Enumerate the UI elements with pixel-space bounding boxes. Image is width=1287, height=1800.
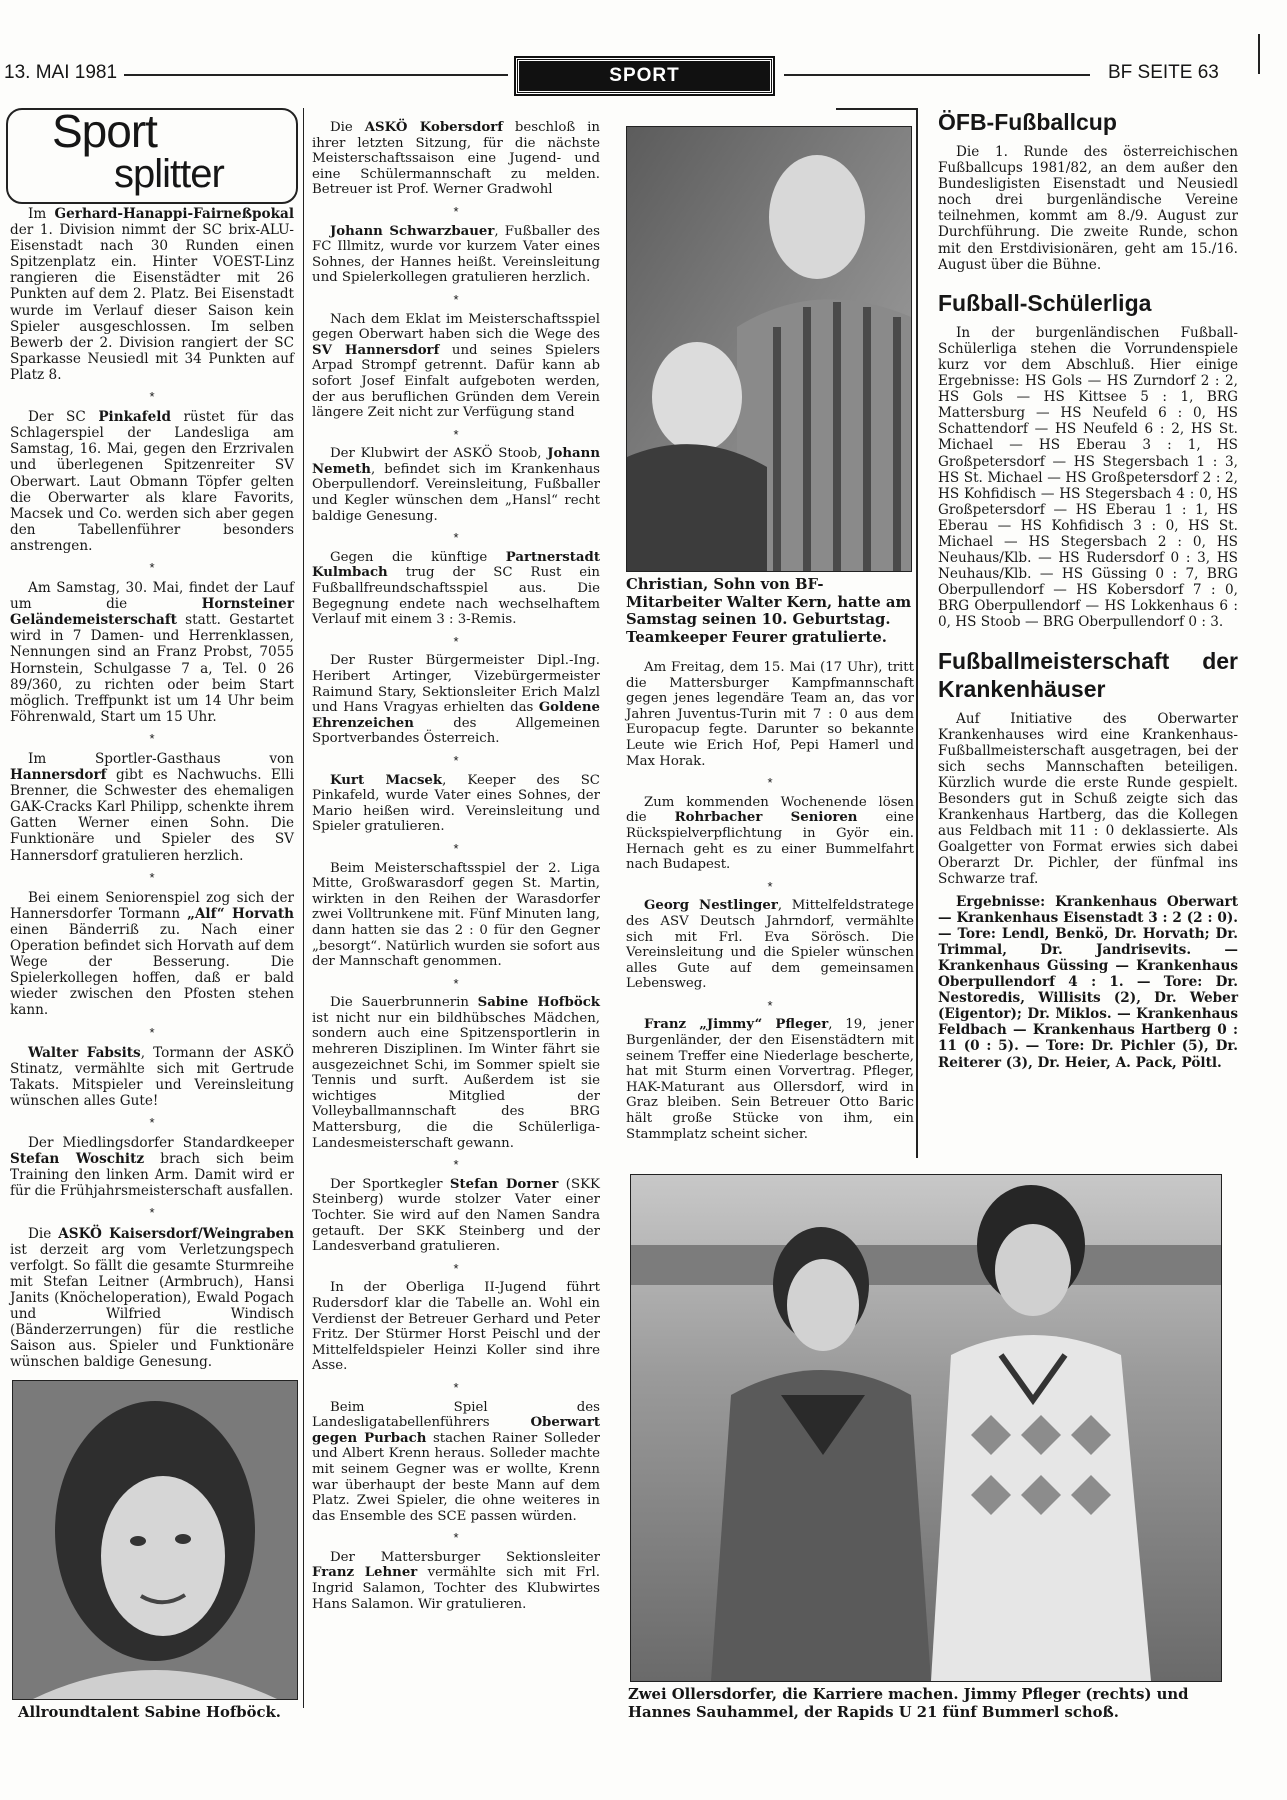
photo-pfleger-sauhammel bbox=[630, 1174, 1222, 1682]
news-text: rüstet für das Schlagerspiel der Landesliga am Samstag, 16. Mai, gegen den Erzrivalen und überlegenen Spitzenreiter SV Oberwart. Laut Obmann Töpfer gelten die Oberwarter als klare Favorits, Macsek und Co. werden sich aber gegen den Tabellenführer besonders anstrengen. bbox=[10, 409, 294, 554]
separator-asterisk: * bbox=[453, 975, 459, 991]
news-item bbox=[10, 751, 294, 864]
news-text: Der Mattersburger Sektionsleiter bbox=[330, 1549, 600, 1565]
news-highlight: SV Hannersdorf bbox=[312, 342, 440, 358]
news-text: Zum kommenden Wochenende lösen die bbox=[626, 794, 914, 826]
news-text: , Tormann der ASKÖ Stinatz, vermählte sich mit Gertrude Takats. Mitspieler und Vereinsleitung wünschen alles Gute! bbox=[10, 1044, 294, 1109]
news-text: ist nicht nur ein bildhübsches Mädchen, sondern auch eine Spitzensportlerin in mehreren Disziplinen. Im Winter fährt sie ausgezeichnet Schi, im Sommer spielt sie Tennis und surft. Außerdem ist sie wichtiges Mitglied der Volleyballmannschaft des BRG Mattersburg, die die Schülerliga-Landesmeisterschaft gewann. bbox=[312, 1010, 600, 1151]
news-text: Die bbox=[330, 120, 365, 135]
news-highlight: ASKÖ Kobersdorf bbox=[364, 120, 503, 135]
news-highlight: ASKÖ Kaisersdorf/Weingraben bbox=[58, 1225, 294, 1242]
separator-asterisk: * bbox=[149, 869, 155, 885]
sportsplitter-subtitle: splitter bbox=[114, 152, 224, 196]
news-item bbox=[312, 312, 600, 421]
news-text: vermählte sich mit Frl. Ingrid Salamon, Tochter des Klubwirtes Hans Salamon. Wir gratulieren. bbox=[312, 1565, 600, 1612]
column-2-notes bbox=[312, 120, 600, 1618]
headline-schuelerliga: Fußball-Schülerliga bbox=[938, 289, 1152, 316]
news-highlight: Partnerstadt Kulmbach bbox=[312, 549, 600, 581]
section-label: SPORT bbox=[516, 58, 773, 94]
column-1-notes bbox=[10, 206, 294, 1376]
photo-sabine-hofboeck bbox=[12, 1380, 298, 1700]
news-item bbox=[312, 1177, 600, 1255]
news-highlight: Georg Nestlinger bbox=[644, 898, 778, 914]
separator-asterisk: * bbox=[453, 1260, 459, 1276]
news-item bbox=[10, 409, 294, 554]
news-text: stachen Rainer Solleder und Albert Krenn heraus. Solleder machte mit seinem Gegner was er wollte, Krenn war überhaupt der beste Mann auf dem Platz. Zwei Spieler, die ohne weiteres in das Ensemble des SCE passen würden. bbox=[312, 1430, 600, 1524]
page-number: BF SEITE 63 bbox=[1108, 62, 1219, 83]
news-highlight: Johann Nemeth bbox=[312, 446, 600, 477]
news-item bbox=[312, 653, 600, 747]
news-highlight: Oberwart gegen Purbach bbox=[312, 1415, 600, 1446]
news-text: Beim Meisterschaftsspiel der 2. Liga Mitte, Großwarasdorf gegen St. Martin, wirkten in den Reihen der Warasdorfer zwei Volltrunkene mit. Fünf Minuten lang, dann hatten sie das 2 : 0 für den Gegner „besorgt“. Natürlich wurden sie sofort aus der Mannschaft genommen. bbox=[312, 860, 600, 970]
header-rule-right bbox=[784, 74, 1090, 76]
caption-sabine: Allroundtalent Sabine Hofböck. bbox=[18, 1704, 281, 1721]
news-item bbox=[10, 580, 294, 725]
news-text: des Allgemeinen Sportverbandes Österreich. bbox=[312, 715, 600, 747]
news-text: Der Ruster Bürgermeister Dipl.-Ing. Heribert Artinger, Vizebürgermeister Raimund Stary, Sektionsleiter Erich Malzl und Hans Vragyas erhielten das bbox=[312, 653, 600, 716]
separator-asterisk: * bbox=[767, 775, 773, 791]
separator-asterisk: * bbox=[453, 291, 459, 307]
article-schuelerliga: In der burgenländischen Fußball-Schülerliga stehen die Vorrundenspiele kurz vor dem Abschluß. Hier einige Ergebnisse: HS Gols — HS Zurndorf 2 : 2, HS Gols — HS Kittsee 5 : 1, BRG Mattersburg — HS Neufeld 6 : 0, HS Schattendorf — HS Neufeld 6 : 2, HS St. Michael — HS Eberau 3 : 1, HS Großpetersdorf — HS Stegersbach 1 : 3, HS St. Michael — HS Großpetersdorf 2 : 2, HS Kohfidisch — HS Stegersbach 4 : 0, HS Großpetersdorf — HS Eberau 1 : 1, HS Eberau — HS Kohfidisch 3 : 0, HS St. Michael — HS Stegersbach 2 : 0, HS Neuhaus/Klb. — HS Rudersdorf 0 : 3, HS Neuhaus/Klb. — HS Güssing 0 : 7, BRG Oberpullendorf — HS Kobersdorf 7 : 0, BRG Oberpullendorf — HS Lokkenhaus 6 : 0, HS Stoob — BRG Oberpullendorf 0 : 3. bbox=[938, 324, 1238, 631]
headline-krankenhaeuser: Fußballmeisterschaft der Krankenhäuser bbox=[938, 647, 1238, 702]
news-text: Der Sportkegler bbox=[330, 1176, 450, 1192]
news-item bbox=[312, 861, 600, 970]
col4-top-rule bbox=[836, 108, 918, 110]
news-item bbox=[312, 1280, 600, 1374]
news-item bbox=[312, 446, 600, 524]
separator-asterisk: * bbox=[453, 203, 459, 219]
separator-asterisk: * bbox=[453, 840, 459, 856]
news-highlight: Pinkafeld bbox=[98, 409, 171, 426]
news-item bbox=[312, 1400, 600, 1525]
news-text: , Mittelfeldstratege des ASV Deutsch Jahrndorf, vermählte sich mit Frl. Eva Sörösch. Die Vereinsleitung und die Spieler wünschen alles Gute auf dem gemeinsamen Lebensweg. bbox=[626, 898, 914, 992]
news-text: brach sich beim Training den linken Arm. Damit wird er für die Frühjahrsmeisterschaft ausfallen. bbox=[10, 1151, 295, 1200]
separator-asterisk: * bbox=[453, 426, 459, 442]
news-text: der 1. Division nimmt der SC brix-ALU-Eisenstadt nach 30 Runden einen Spitzenplatz ein. Hinter VOEST-Linz rangieren die Eisenstädter mit 26 Punkten auf dem 2. Platz. Bei Eisenstadt wurde im Verlauf dieser Saison kein Spieler ausgeschlossen. Im selben Bewerb der 2. Division rangiert der SC Sparkasse Neusiedl mit 34 Punkten auf Platz 8. bbox=[10, 222, 294, 383]
news-text: und seines Spielers Arpad Strompf getrennt. Dafür kann ab sofort Josef Einfalt aufgeboten werden, der aus beruflichen Gründen dem Verein längere Zeit nicht zur Verfügung stand bbox=[312, 342, 600, 421]
separator-asterisk: * bbox=[149, 1114, 155, 1130]
separator-asterisk: * bbox=[149, 730, 155, 746]
news-text: einen Bänderriß zu. Nach einer Operation befindet sich Horvath auf dem Wege der Besserung. Die Spielerkollegen hoffen, daß er bald wieder zwischen den Pfosten stehen kann. bbox=[10, 921, 294, 1019]
news-text: Der Klubwirt der ASKÖ Stoob, bbox=[330, 446, 548, 462]
separator-asterisk: * bbox=[149, 559, 155, 575]
news-item bbox=[626, 795, 914, 873]
news-highlight: Walter Fabsits bbox=[28, 1044, 141, 1061]
news-highlight: Rohrbacher Senioren bbox=[674, 810, 858, 826]
caption-christian: Christian, Sohn von BF-Mitarbeiter Walter Kern, hatte am Samstag seinen 10. Geburtstag. Teamkeeper Feurer gratulierte. bbox=[626, 576, 912, 646]
news-text: Beim Spiel des Landesligatabellenführers bbox=[312, 1399, 600, 1431]
news-item bbox=[312, 995, 600, 1151]
news-text: Die Sauerbrunnerin bbox=[330, 995, 478, 1011]
headline-oefb-cup: ÖFB-Fußballcup bbox=[938, 109, 1117, 135]
news-item bbox=[312, 120, 600, 198]
separator-asterisk: * bbox=[453, 530, 459, 546]
news-text: Im bbox=[28, 206, 55, 222]
news-item bbox=[626, 898, 914, 992]
separator-asterisk: * bbox=[767, 997, 773, 1013]
news-text: , Keeper des SC Pinkafeld, wurde Vater eines Sohnes, der Mario heißen wird. Vereinsleitung und Spieler gratulieren. bbox=[312, 772, 600, 835]
separator-asterisk: * bbox=[453, 633, 459, 649]
news-highlight: Sabine Hofböck bbox=[477, 995, 601, 1011]
news-item bbox=[626, 660, 914, 769]
news-text: Gegen die künftige bbox=[330, 549, 506, 565]
news-text: Am Samstag, 30. Mai, findet der Lauf um die bbox=[10, 580, 294, 613]
news-highlight: Hannersdorf bbox=[10, 767, 107, 784]
article-krankenhaeuser: Auf Initiative des Oberwarter Krankenhauses wird eine Krankenhaus-Fußballmeisterschaft ausgetragen, bei der sich sechs Mannschaften beteiligen. Kürzlich wurde die erste Runde gespielt. Besonders gut in Schuß zeigte sich das Krankenhaus Hartberg, das die Kollegen aus Feldbach mit 11 : 0 deklassierte. Als Goalgetter von Format erwies sich dabei Oberarzt Dr. Pichler, der fünfmal ins Schwarze traf. bbox=[938, 710, 1238, 888]
separator-asterisk: * bbox=[453, 1379, 459, 1395]
news-text: Nach dem Eklat im Meisterschaftsspiel gegen Oberwart haben sich die Wege des bbox=[312, 311, 600, 343]
news-text: statt. Gestartet wird in 7 Damen- und Herrenklassen, Nennungen sind an Franz Probst, 7055 Hornstein, Schulgasse 7 a, Tel. 0 26 89/360, zu richten oder beim Start möglich. Treffpunkt ist um 14 Uhr beim Föhrenwald, Start um 15 Uhr. bbox=[10, 612, 294, 725]
column-4 bbox=[938, 108, 1238, 1077]
news-highlight: Stefan Dorner bbox=[449, 1176, 559, 1192]
news-item bbox=[312, 773, 600, 835]
news-text: ist derzeit arg vom Verletzungspech verfolgt. So fällt die gesamte Sturmreihe mit Stefan Leitner (Armbruch), Hansi Janits (Knöcheloperation), Ewald Pogach und Wilfried Windisch (Bänderzerrungen) für die restliche Saison aus. Spieler und Funktionäre wünschen baldige Genesung. bbox=[10, 1241, 294, 1371]
news-item bbox=[10, 206, 294, 383]
news-text: , 19, jener Burgenländer, der den Eisenstädtern mit seinem Treffer eine Niederlage bescherte, hat mit Sturm einen Vorvertrag. Pfleger, HAK-Maturant aus Ollersdorf, wird in Graz bleiben. Sein Betreuer Otto Baric hält große Stücke von ihm, ein Stammplatz scheint sicher. bbox=[626, 1017, 915, 1142]
news-highlight: „Alf“ Horvath bbox=[187, 905, 294, 922]
separator-asterisk: * bbox=[149, 1205, 155, 1221]
news-text: Die bbox=[28, 1225, 59, 1242]
news-highlight: Franz Lehner bbox=[312, 1565, 418, 1581]
column-rule-3 bbox=[916, 108, 918, 1158]
sportsplitter-title: Sport bbox=[52, 105, 157, 157]
news-text: (SKK Steinberg) wurde stolzer Vater einer Tochter. Sie wird auf den Namen Sandra getauft. Der SKK Steinberg und der Landesverband gratulieren. bbox=[312, 1176, 600, 1255]
separator-asterisk: * bbox=[149, 1024, 155, 1040]
news-text: , befindet sich im Krankenhaus Oberpullendorf. Vereinsleitung, Fußballer und Kegler wünschen dem „Hansl“ recht baldige Genesung. bbox=[312, 461, 600, 524]
news-text: beschloß in ihrer letzten Sitzung, für die nächste Meisterschaftssaison eine Jugend- und eine Schülermannschaft zu melden. Betreuer ist Prof. Werner Gradwohl bbox=[312, 120, 600, 198]
issue-date: 13. MAI 1981 bbox=[4, 62, 118, 83]
news-text: Am Freitag, dem 15. Mai (17 Uhr), tritt die Mattersburger Kampfmannschaft gegen jenes legendäre Team an, das vor Jahren Juventus-Turin mit 7 : 0 aus dem Europacup fegte. Darunter so bekannte Leute wie Erich Hof, Pepi Hamerl und Max Horak. bbox=[626, 660, 914, 769]
krankenhaus-results: Ergebnisse: Krankenhaus Oberwart — Krankenhaus Eisenstadt 3 : 2 (2 : 0). — Tore: Lendl, Benkö, Dr. Horvath; Dr. Trimmal, Dr. Jandrisevits. — Krankenhaus Güssing — Krankenhaus Oberpullendorf 4 : 1. — Tore: Dr. Nestoredis, Willisits (2), Dr. Weber (Eigentor); Dr. Miklos. — Krankenhaus Feldbach — Krankenhaus Hartberg 0 : 11 (0 : 5). — Tore: Dr. Pichler (5), Dr. Reiterer (3), Dr. Heier, A. Pack, Pöltl. bbox=[938, 893, 1238, 1071]
news-item bbox=[312, 224, 600, 286]
header-rule-left bbox=[124, 74, 508, 76]
news-text: trug der SC Rust ein Fußballfreundschaftsspiel aus. Die Begegnung endete nach wechselhaftem Verlauf mit einem 3 : 3-Remis. bbox=[312, 565, 600, 628]
news-highlight: Goldene Ehrenzeichen bbox=[312, 700, 600, 731]
article-oefb-cup: Die 1. Runde des österreichischen Fußballcups 1981/82, an dem außer den Bundesligisten Eisenstadt und Neusiedl noch drei burgenländische Vereine teilnehmen, kommt am 8./9. August zur Durchführung. Die zweite Runde, schon mit den Erstdivisionären, geht am 15./16. August über die Bühne. bbox=[938, 144, 1238, 273]
news-text: Der SC bbox=[28, 409, 99, 426]
news-highlight: Johann Schwarzbauer bbox=[330, 223, 495, 239]
news-text: gibt es Nachwuchs. Elli Brenner, die Schwester des ehemaligen GAK-Cracks Karl Philipp, schenkte ihrem Gatten Werner einen Sohn. Die Funktionäre und Spieler des SV Hannersdorf gratulieren herzlich. bbox=[10, 767, 294, 864]
news-text: Im Sportler-Gasthaus von bbox=[28, 751, 294, 767]
news-text: Bei einem Seniorenspiel zog sich der Hannersdorfer Tormann bbox=[10, 889, 294, 922]
news-item bbox=[10, 1045, 294, 1109]
news-item bbox=[10, 890, 294, 1019]
separator-asterisk: * bbox=[453, 1530, 459, 1546]
news-text: eine Rückspielverpflichtung in Györ ein. Hernach geht es zu einer Bummelfahrt nach Budapest. bbox=[626, 810, 914, 873]
news-highlight: Kurt Macsek bbox=[330, 772, 443, 788]
news-text: Der Miedlingsdorfer Standardkeeper bbox=[28, 1135, 294, 1152]
separator-asterisk: * bbox=[453, 1157, 459, 1173]
separator-asterisk: * bbox=[149, 389, 155, 405]
news-highlight: Gerhard-Hanappi-Fairneßpokal bbox=[54, 206, 294, 222]
column-3-notes bbox=[626, 660, 914, 1148]
news-item bbox=[626, 1017, 914, 1142]
news-item bbox=[10, 1135, 294, 1199]
photo-christian-feurer bbox=[626, 126, 912, 572]
news-text: , Fußballer des FC Illmitz, wurde vor kurzem Vater eines Sohnes, der Hannes heißt. Vereinsleitung und Spielerkollegen gratulieren herzlich. bbox=[312, 223, 600, 286]
news-highlight: Stefan Woschitz bbox=[10, 1151, 145, 1168]
news-item bbox=[312, 1550, 600, 1612]
caption-ollersdorfer: Zwei Ollersdorfer, die Karriere machen. Jimmy Pfleger (rechts) und Hannes Sauhammel, der Rapids U 21 fünf Bummerl schoß. bbox=[628, 1686, 1189, 1721]
news-highlight: Franz „Jimmy“ Pfleger bbox=[644, 1017, 829, 1033]
news-text: In der Oberliga II-Jugend führt Rudersdorf klar die Tabelle an. Wohl ein Verdienst der Betreuer Gerhard und Peter Fritz. Der Stürmer Horst Peischl und der Mittelfeldspieler Heinzi Koller sind ihre Asse. bbox=[312, 1280, 600, 1374]
separator-asterisk: * bbox=[453, 752, 459, 768]
right-margin-rule bbox=[1258, 34, 1260, 74]
news-item bbox=[312, 550, 600, 628]
column-rule-1 bbox=[303, 108, 304, 1708]
separator-asterisk: * bbox=[767, 878, 773, 894]
news-highlight: Hornsteiner Geländemeisterschaft bbox=[10, 596, 294, 629]
news-item bbox=[10, 1226, 294, 1371]
